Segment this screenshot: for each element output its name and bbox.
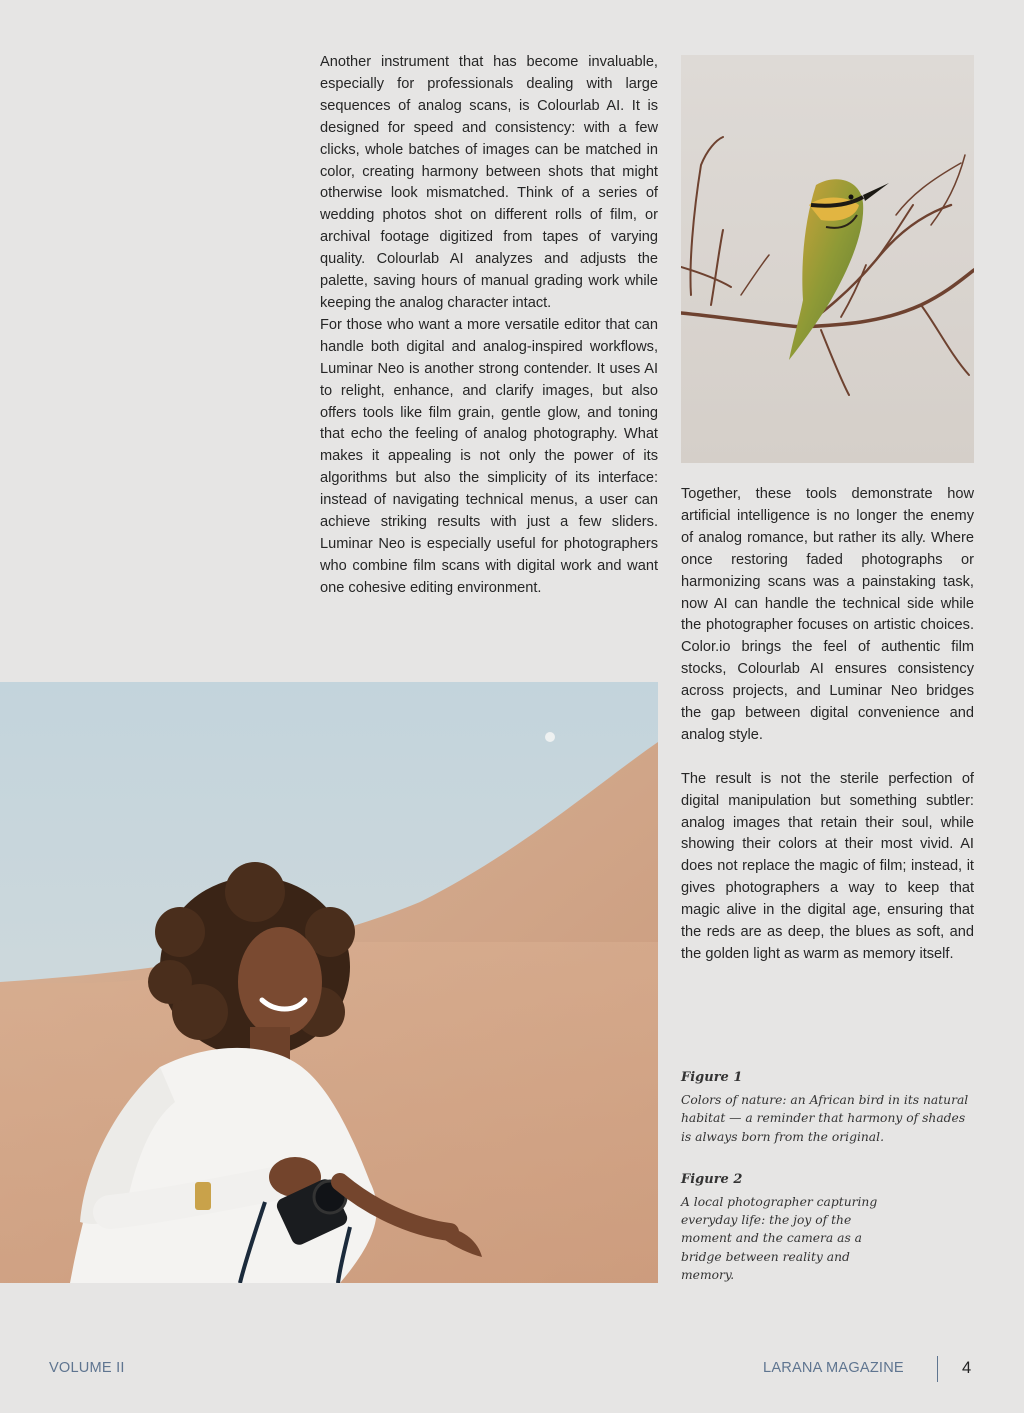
figure-1-caption-text: Colors of nature: an African bird in its natural habitat — a reminder that harmony of shades is always born from the original.: [681, 1093, 969, 1144]
figure-1-caption: [681, 1068, 974, 1146]
article-paragraph: The result is not the sterile perfection of digital manipulation but something subtler: analog images that retain their soul, while showing their colors at their most vivid. AI does not replace the magic of film; instead, it gives photographers a way to keep that magic alive in the digital age, ensuring that the reds are as deep, the blues as soft, and the golden light as warm as memory itself.: [681, 770, 974, 963]
article-column-right: [681, 484, 974, 966]
figure-2-title: Figure 2: [681, 1171, 743, 1187]
footer-divider: [937, 1356, 938, 1382]
article-paragraph: For those who want a more versatile editor that can handle both digital and analog-inspired workflows, Luminar Neo is another strong contender. It uses AI to relight, enhance, and clarify images, but also offers tools like film grain, gentle glow, and toning that echo the feeling of analog photography. What makes it appealing is not only the power of its algorithms but also the simplicity of its interface: instead of navigating technical menus, a user can achieve striking results with just a few sliders. Luminar Neo is especially useful for photographers who combine film scans with digital work and want one cohesive editing environment.: [320, 316, 658, 596]
article-paragraph: Another instrument that has become invaluable, especially for professionals dealing with large sequences of analog scans, is Colourlab AI. It is designed for speed and consistency: with a few clicks, whole batches of images can be matched in color, creating harmony between shots that might otherwise look mismatched. Think of a series of wedding photos shot on different rolls of film, or archival footage digitized from tapes of varying quality. Colourlab AI analyzes and adjusts the palette, saving hours of manual grading work while keeping the analog character intact.: [320, 54, 658, 311]
article-column-left: [320, 52, 658, 600]
figure-2-caption-text: A local photographer capturing everyday life: the joy of the moment and the camera as a bridge between reality and memory.: [681, 1194, 878, 1283]
figure-2-caption: [681, 1170, 974, 1284]
article-paragraph: Together, these tools demonstrate how artificial intelligence is no longer the enemy of analog romance, but rather its ally. Where once restoring faded photographs or harmonizing scans was a painstaking task, now AI can handle the technical side while the photographer focuses on artistic choices. Color.io brings the feel of authentic film stocks, Colourlab AI ensures consistency across projects, and Luminar Neo bridges the gap between digital convenience and analog style.: [681, 486, 974, 743]
figure-1-title: Figure 1: [681, 1070, 743, 1085]
figure-1-bird-photo: [681, 55, 974, 463]
page-number: 4: [962, 1359, 972, 1377]
footer-volume: VOLUME II: [49, 1360, 125, 1376]
figure-2-photographer-photo: [0, 682, 658, 1283]
footer-magazine-name: LARANA MAGAZINE: [763, 1360, 904, 1376]
figure-captions: [681, 1068, 974, 1284]
